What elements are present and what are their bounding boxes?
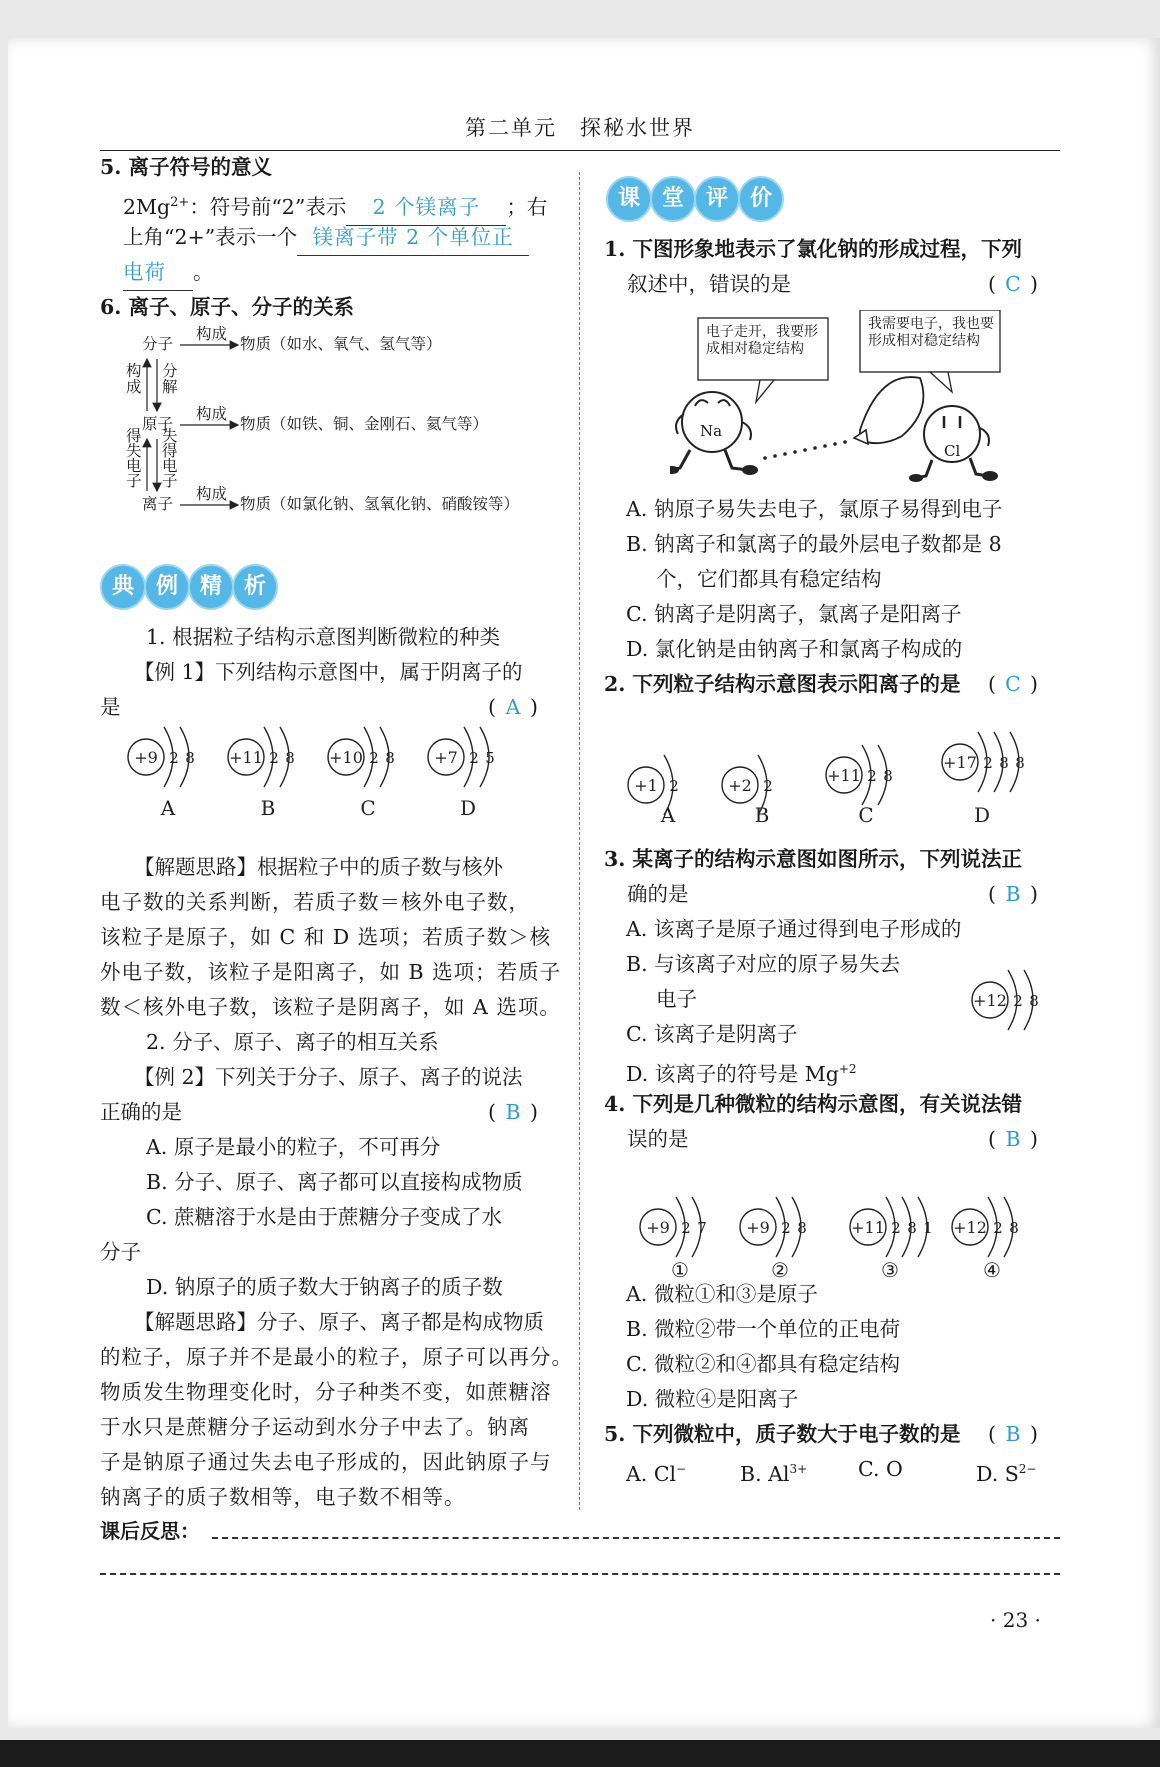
q2-text: 2. 下列粒子结构示意图表示阳离子的是 [604, 672, 961, 696]
cl-speech-bubble: 我需要电子，我也要形成相对稳定结构 [868, 316, 994, 349]
atom-diagram [628, 755, 679, 827]
compose-label-3: 构成 [196, 485, 228, 503]
q4-diagrams [600, 1155, 1060, 1280]
shell-electrons: 2 [369, 749, 379, 767]
shell-electrons: 2 [681, 1219, 691, 1237]
section-5-line2 [123, 220, 529, 256]
ion-matter: 物质（如氯化钠、氢氧化钠、硝酸铵等） [240, 495, 520, 513]
example-2-option-a: A. 原子是最小的粒子，不可再分 [146, 1135, 441, 1159]
q2-answer: ( C ) [988, 667, 1038, 702]
nucleus-charge: +17 [943, 753, 977, 772]
example-2-question-2: 正确的是 [100, 1100, 182, 1124]
badge-char: 堂 [650, 176, 696, 222]
molecule-label: 分子 [142, 335, 174, 353]
section-6-title: 6. 离子、原子、分子的关系 [100, 295, 355, 319]
example-1-diagrams [100, 725, 560, 835]
shell-electrons: 2 [781, 1219, 791, 1237]
q3-option-d [626, 1052, 857, 1092]
nucleus-charge: +11 [229, 748, 263, 767]
ion-label: 离子 [142, 495, 174, 513]
example-1-solution-3: 该粒子是原子，如 C 和 D 选项；若质子数＞核 [100, 925, 552, 949]
q2-diagrams [600, 700, 1060, 830]
option-label: B [260, 796, 276, 820]
nucleus-charge: +12 [953, 1218, 987, 1237]
badge-char: 价 [738, 176, 784, 222]
atom-diagram [740, 1197, 807, 1280]
nucleus-charge: +11 [827, 766, 861, 785]
q3-option-a: A. 该离子是原子通过得到电子形成的 [626, 917, 962, 941]
q4-line1: 4. 下列是几种微粒的结构示意图，有关说法错 [604, 1092, 1023, 1116]
badge-char: 典 [100, 564, 146, 610]
q5-option-c [858, 1452, 903, 1487]
section-5-line3 [123, 255, 214, 291]
answer-letter: C [1005, 272, 1021, 296]
na-speech-bubble: 电子走开，我要形成相对稳定结构 [706, 324, 818, 357]
example-2-solution-6: 钠离子的质子数相等，电子数不相等。 [100, 1485, 466, 1509]
shell-electrons: 2 [867, 767, 877, 785]
nucleus-charge: +11 [851, 1218, 885, 1237]
shell-electrons: 8 [285, 749, 295, 767]
answer-letter: B [1005, 1127, 1021, 1151]
shell-electrons: 2 [669, 777, 679, 795]
shell-electrons: 2 [983, 754, 993, 772]
text: 上角“2+”表示一个 [123, 225, 298, 249]
option-text: A. Cl [626, 1461, 677, 1486]
molecule-matter: 物质（如水、氧气、氢气等） [240, 335, 442, 353]
example-1-solution-4: 外电子数，该粒子是阳离子，如 B 选项；若质子 [100, 960, 562, 984]
shell-electrons: 1 [923, 1219, 933, 1237]
q1-answer: ( C ) [988, 267, 1038, 302]
option-label: ② [771, 1258, 789, 1280]
q5-text: 5. 下列微粒中，质子数大于电子数的是 [604, 1422, 961, 1446]
atom-diagram [952, 1197, 1019, 1280]
text: 。 [193, 260, 214, 284]
atom-matter: 物质（如铁、铜、金刚石、氦气等） [240, 415, 489, 433]
option-text: B. Al [740, 1461, 790, 1486]
na-label: Na [700, 422, 723, 440]
example-1-solution-5: 数＜核外电子数，该粒子是阴离子，如 A 选项。 [100, 995, 561, 1019]
option-sup: 2− [1018, 1462, 1037, 1476]
text: ；右 [506, 194, 548, 219]
shell-electrons: 2 [891, 1219, 901, 1237]
example-2-solution-2: 的粒子，原子并不是最小的粒子，原子可以再分。 [100, 1345, 573, 1369]
section-badge-examples [100, 564, 280, 608]
atom-diagram [228, 727, 295, 820]
option-text: C. O [858, 1457, 903, 1481]
atom-diagram [942, 732, 1025, 827]
example-2-solution-5: 子是钠原子通过失去电子形成的，因此钠原子与 [100, 1450, 552, 1474]
example-2-topic: 2. 分子、原子、离子的相互关系 [146, 1030, 439, 1054]
mg-charge: 2+ [170, 195, 190, 210]
shell-electrons: 8 [999, 754, 1009, 772]
option-label: B [754, 803, 770, 827]
option-label: ③ [881, 1258, 899, 1280]
nucleus-charge: +9 [134, 748, 158, 767]
answer-fill-1: 2 个镁离子 [346, 190, 506, 226]
reflection-line-1 [212, 1537, 1060, 1539]
nucleus-charge: +9 [746, 1218, 770, 1237]
option-sup: 3+ [789, 1462, 808, 1476]
q3-line2: 确的是 [627, 882, 689, 906]
shell-electrons: 2 [469, 749, 479, 767]
example-2-question: 【例 2】下列关于分子、原子、离子的说法 [134, 1065, 523, 1089]
relationship-diagram [100, 325, 560, 525]
option-label: ① [671, 1258, 689, 1280]
example-1-solution-1: 【解题思路】根据粒子中的质子数与核外 [134, 855, 503, 879]
answer-fill-2a: 镁离子带 2 个单位正 [297, 220, 529, 256]
badge-char: 例 [144, 564, 190, 610]
shell-electrons: 8 [907, 1219, 917, 1237]
answer-letter: C [1005, 672, 1021, 696]
q4-option-b: B. 微粒②带一个单位的正电荷 [626, 1317, 901, 1341]
example-1-topic: 1. 根据粒子结构示意图判断微粒的种类 [146, 625, 501, 649]
q1-text: 1. 下图形象地表示了氯化钠的形成过程，下列 [604, 237, 1023, 261]
q4-option-c: C. 微粒②和④都具有稳定结构 [626, 1352, 900, 1376]
shell-electrons: 2 [269, 749, 279, 767]
q1-option-b: B. 钠离子和氯离子的最外层电子数都是 8 [626, 532, 1002, 556]
option-label: ④ [983, 1258, 1001, 1280]
atom-diagram [722, 755, 773, 827]
nucleus-charge: +1 [634, 776, 658, 795]
shell-electrons: 2 [993, 1219, 1003, 1237]
shell-electrons: 2 [763, 777, 773, 795]
nucleus-charge: +10 [329, 748, 363, 767]
q1-option-c: C. 钠离子是阴离子，氯离子是阳离子 [626, 602, 962, 626]
text: ：符号前“2”表示 [189, 194, 347, 219]
example-2-solution-4: 于水只是蔗糖分子运动到水分子中去了。钠离 [100, 1415, 530, 1439]
q3-line1: 3. 某离子的结构示意图如图所示，下列说法正 [604, 847, 1023, 871]
example-2-option-c-cont: 分子 [100, 1240, 141, 1264]
shell-electrons: 5 [485, 749, 495, 767]
badge-char: 析 [232, 564, 278, 610]
reflection-label: 课后反思： [100, 1519, 200, 1543]
q4-line2: 误的是 [627, 1127, 689, 1151]
up-label: 构成 [126, 362, 142, 396]
q4-answer: ( B ) [988, 1122, 1038, 1157]
answer-fill-2b: 电荷 [123, 255, 193, 291]
shell-electrons: 8 [797, 1219, 807, 1237]
header-title: 第二单元 探秘水世界 [465, 116, 695, 140]
cl-label: Cl [944, 442, 961, 460]
atom-diagram [972, 970, 1039, 1030]
example-2-option-c: C. 蔗糖溶于水是由于蔗糖分子变成了水 [146, 1205, 502, 1229]
q5-option-d [976, 1452, 1037, 1492]
shell-electrons: 2 [1013, 992, 1023, 1010]
option-label: A [660, 803, 676, 827]
atom-diagram [640, 1197, 707, 1280]
option-label: C [858, 803, 874, 827]
q3-answer: ( B ) [988, 877, 1038, 912]
compose-label-2: 构成 [196, 405, 228, 423]
atom-label: 原子 [142, 415, 174, 433]
compose-label-1: 构成 [196, 325, 228, 343]
shell-electrons: 8 [1015, 754, 1025, 772]
q5-option-b [740, 1452, 807, 1492]
shell-electrons: 2 [169, 749, 179, 767]
q5-answer: ( B ) [988, 1417, 1038, 1452]
example-2-solution-1: 【解题思路】分子、原子、离子都是构成物质 [134, 1310, 544, 1334]
q1-option-a: A. 钠原子易失去电子，氯原子易得到电子 [626, 497, 1003, 521]
page-number: · 23 · [990, 1608, 1041, 1632]
option-sup: − [676, 1462, 687, 1476]
badge-char: 精 [188, 564, 234, 610]
q4-option-a: A. 微粒①和③是原子 [626, 1282, 818, 1306]
shell-electrons: 8 [1009, 1219, 1019, 1237]
example-1-solution-2: 电子数的关系判断，若质子数＝核外电子数， [100, 890, 530, 914]
q1-line2: 叙述中，错误的是 [627, 272, 791, 296]
mg-symbol: 2Mg [123, 194, 171, 219]
example-2-option-d: D. 钠原子的质子数大于钠离子的质子数 [146, 1275, 503, 1299]
column-divider [579, 172, 580, 1510]
q4-option-d: D. 微粒④是阳离子 [626, 1387, 799, 1411]
option-label: C [360, 796, 376, 820]
q3-diagram [960, 950, 1060, 1040]
nucleus-charge: +7 [434, 748, 458, 767]
atom-diagram [328, 727, 395, 820]
mg-sup: +2 [838, 1062, 857, 1076]
atom-diagram [826, 745, 893, 827]
answer-letter: A [505, 695, 521, 719]
atom-diagram [850, 1197, 933, 1280]
down-label: 分解 [162, 362, 178, 396]
shell-electrons: 8 [1029, 992, 1039, 1010]
running-header [100, 78, 1060, 151]
section-badge-assessment [606, 176, 786, 220]
example-2-option-b: B. 分子、原子、离子都可以直接构成物质 [146, 1170, 523, 1194]
q3-option-b-cont: 电子 [656, 987, 697, 1011]
shell-electrons: 8 [185, 749, 195, 767]
example-1-question-2: 是 [100, 695, 121, 719]
badge-char: 课 [606, 176, 652, 222]
section-5-title: 5. 离子符号的意义 [100, 155, 273, 179]
nucleus-charge: +12 [973, 991, 1007, 1010]
answer-letter: B [1005, 1422, 1021, 1446]
shell-electrons: 8 [883, 767, 893, 785]
q1-line1 [604, 232, 1022, 267]
q1-option-d: D. 氯化钠是由钠离子和氯离子构成的 [626, 637, 963, 661]
badge-char: 评 [694, 176, 740, 222]
nucleus-charge: +9 [646, 1218, 670, 1237]
gain-lose-left: 得失电子 [126, 427, 142, 490]
example-2-solution-3: 物质发生物理变化时，分子种类不变，如蔗糖溶 [100, 1380, 552, 1404]
shell-electrons: 7 [697, 1219, 707, 1237]
atom-diagram [428, 727, 495, 820]
q3-option-b: B. 与该离子对应的原子易失去 [626, 952, 901, 976]
option-label: D [973, 803, 991, 827]
example-2-answer: ( B ) [488, 1095, 538, 1130]
atom-diagram [128, 727, 195, 820]
bottom-bar [0, 1740, 1160, 1767]
q1-option-b-cont: 个，它们都具有稳定结构 [656, 567, 882, 591]
option-label: D [459, 796, 477, 820]
shell-electrons: 8 [385, 749, 395, 767]
example-1-question: 【例 1】下列结构示意图中，属于阴离子的 [134, 660, 523, 684]
answer-letter: B [1005, 882, 1021, 906]
nacl-cartoon [670, 310, 1030, 490]
example-1-answer: ( A ) [488, 690, 538, 725]
nucleus-charge: +2 [728, 776, 752, 795]
option-label: A [160, 796, 176, 820]
answer-letter: B [505, 1100, 521, 1124]
option-text: D. 该离子的符号是 Mg [626, 1061, 839, 1086]
gain-lose-right: 失得电子 [162, 427, 178, 490]
q3-option-c: C. 该离子是阴离子 [626, 1022, 798, 1046]
q5-option-a [626, 1452, 686, 1492]
option-text: D. S [976, 1461, 1019, 1486]
reflection-line-2 [100, 1573, 1060, 1575]
